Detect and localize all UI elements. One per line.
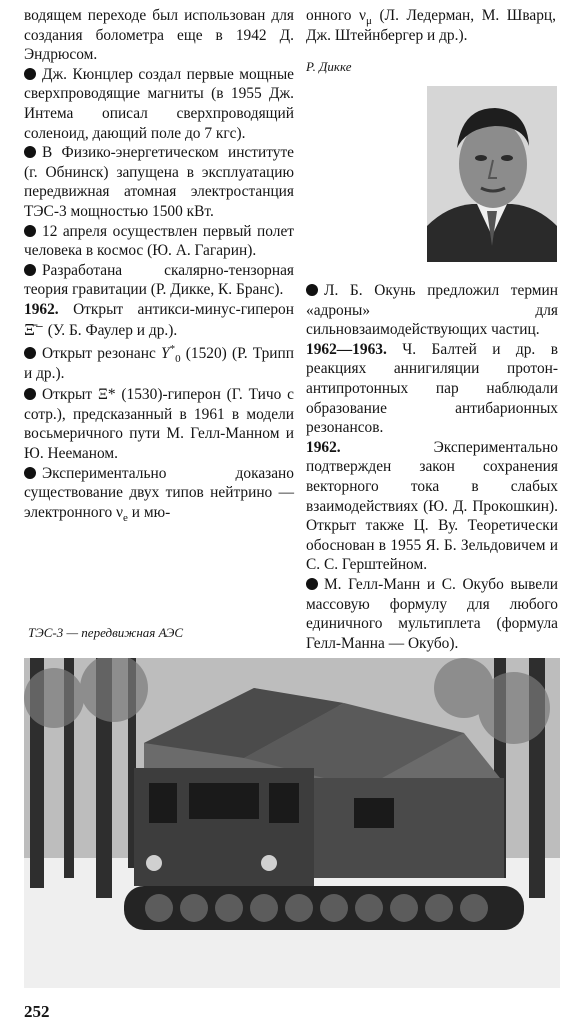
paragraph-text: Открыт антикси-минус-гиперон — [73, 300, 294, 318]
page-number: 252 — [24, 1002, 50, 1021]
paragraph-text: (1520) (Р. Трипп и др.). — [24, 345, 294, 382]
bullet-paragraph — [24, 344, 294, 383]
bullet-icon — [24, 264, 36, 276]
paragraph-text: В Физико-энергетическом институте (г. Обнинск) запущена в эксплуатацию передвижная атомная электростанция ТЭС-3 мощностью 1500 кВт. — [24, 144, 294, 220]
bullet-paragraph — [306, 281, 558, 340]
year-paragraph — [24, 300, 294, 340]
paragraph-text: (1530)-гиперон (Г. Тичо с сотр.), предсказанный в 1961 в модели восьмеричного пути М. Гелл-Манном и Ю. Нееманом. — [24, 386, 294, 463]
particle-symbol: Ξ̄⁻ — [24, 319, 44, 339]
paragraph-text: Открыт резонанс — [42, 345, 156, 363]
bullet-icon — [24, 146, 36, 158]
year-paragraph — [306, 340, 558, 438]
paragraph-text: Экспериментально доказано существование двух типов нейтрино — электронного ν — [24, 464, 294, 521]
bullet-paragraph — [24, 464, 294, 523]
bullet-icon — [24, 347, 36, 359]
paragraph — [306, 6, 556, 45]
tes3-vehicle-image — [24, 658, 560, 988]
bullet-icon — [24, 68, 36, 80]
bullet-paragraph — [306, 575, 558, 653]
paragraph-text: Ч. Балтей и др. в реакциях аннигиляции протон-антипротонных пар наблюдали образование антибарионных резонансов. — [306, 340, 558, 437]
paragraph-text: Экспериментально подтвержден закон сохранения векторного тока в слабых взаимодействиях (Ю. Д. Прокошкин). Открыт также Ц. Ву. Теоретически обоснован в 1955 Я. Б. Зельдовичем и С. С. Герштейном. — [306, 438, 558, 574]
particle-symbol: Y — [161, 345, 170, 363]
paragraph-text: и мю- — [131, 503, 171, 521]
bullet-icon — [24, 388, 36, 400]
subscript: μ — [366, 15, 372, 28]
year-paragraph — [306, 438, 558, 575]
paragraph-text: (Л. Ледерман, М. Шварц, Дж. Штейнбергер и др.). — [306, 7, 557, 44]
bullet-paragraph — [24, 65, 294, 143]
year-label: 1962. — [24, 300, 59, 318]
paragraph-text: Л. Б. Окунь предложил термин «адроны» для сильновзаимодействующих частиц. — [306, 282, 558, 339]
paragraph-text: М. Гелл-Манн и С. Окубо вывели массовую формулу для любого единичного мультиплета (формула Гелл-Манна — Окубо). — [306, 575, 558, 652]
bullet-icon — [24, 467, 36, 479]
superscript: * — [169, 342, 176, 355]
tes3-photo — [24, 658, 560, 988]
paragraph-text: (У. Б. Фаулер и др.). — [47, 321, 178, 339]
bullet-paragraph — [24, 261, 294, 300]
particle-symbol: Ξ* — [97, 386, 116, 404]
paragraph-text: Открыт — [42, 386, 93, 404]
bullet-icon — [24, 225, 36, 237]
bullet-paragraph — [24, 222, 294, 261]
bullet-paragraph — [24, 143, 294, 221]
subscript: e — [123, 511, 128, 524]
bullet-icon — [306, 578, 318, 590]
portrait-image — [427, 86, 557, 262]
year-label: 1962—1963. — [306, 340, 387, 358]
left-column — [24, 6, 294, 522]
paragraph-text: Дж. Кюнцлер создал первые мощные сверхпроводящие магниты (в 1955 Дж. Интема описал сверхпроводящий соленоид, дающий поле до 7 кгс). — [24, 65, 294, 142]
paragraph-text: 12 апреля осуществлен первый полет человека в космос (Ю. А. Гагарин). — [24, 222, 294, 260]
bullet-icon — [306, 284, 318, 296]
paragraph-text: Разработана скалярно-тензорная теория гравитации (Р. Дикке, К. Бранс). — [24, 261, 294, 299]
right-column-bottom — [306, 281, 558, 653]
bullet-paragraph — [24, 385, 294, 463]
paragraph — [24, 6, 294, 65]
figure-caption: ТЭС-3 — передвижная АЭС — [28, 625, 184, 640]
subscript: 0 — [175, 353, 181, 366]
year-label: 1962. — [306, 438, 341, 456]
photo-caption: Р. Дикке — [306, 59, 352, 75]
paragraph-text: онного ν — [306, 7, 367, 24]
right-column-top — [306, 6, 556, 77]
paragraph-text: водящем переходе был использован для создания болометра еще в 1942 Д. Эндрюсом. — [24, 7, 294, 64]
portrait-photo — [427, 86, 557, 262]
